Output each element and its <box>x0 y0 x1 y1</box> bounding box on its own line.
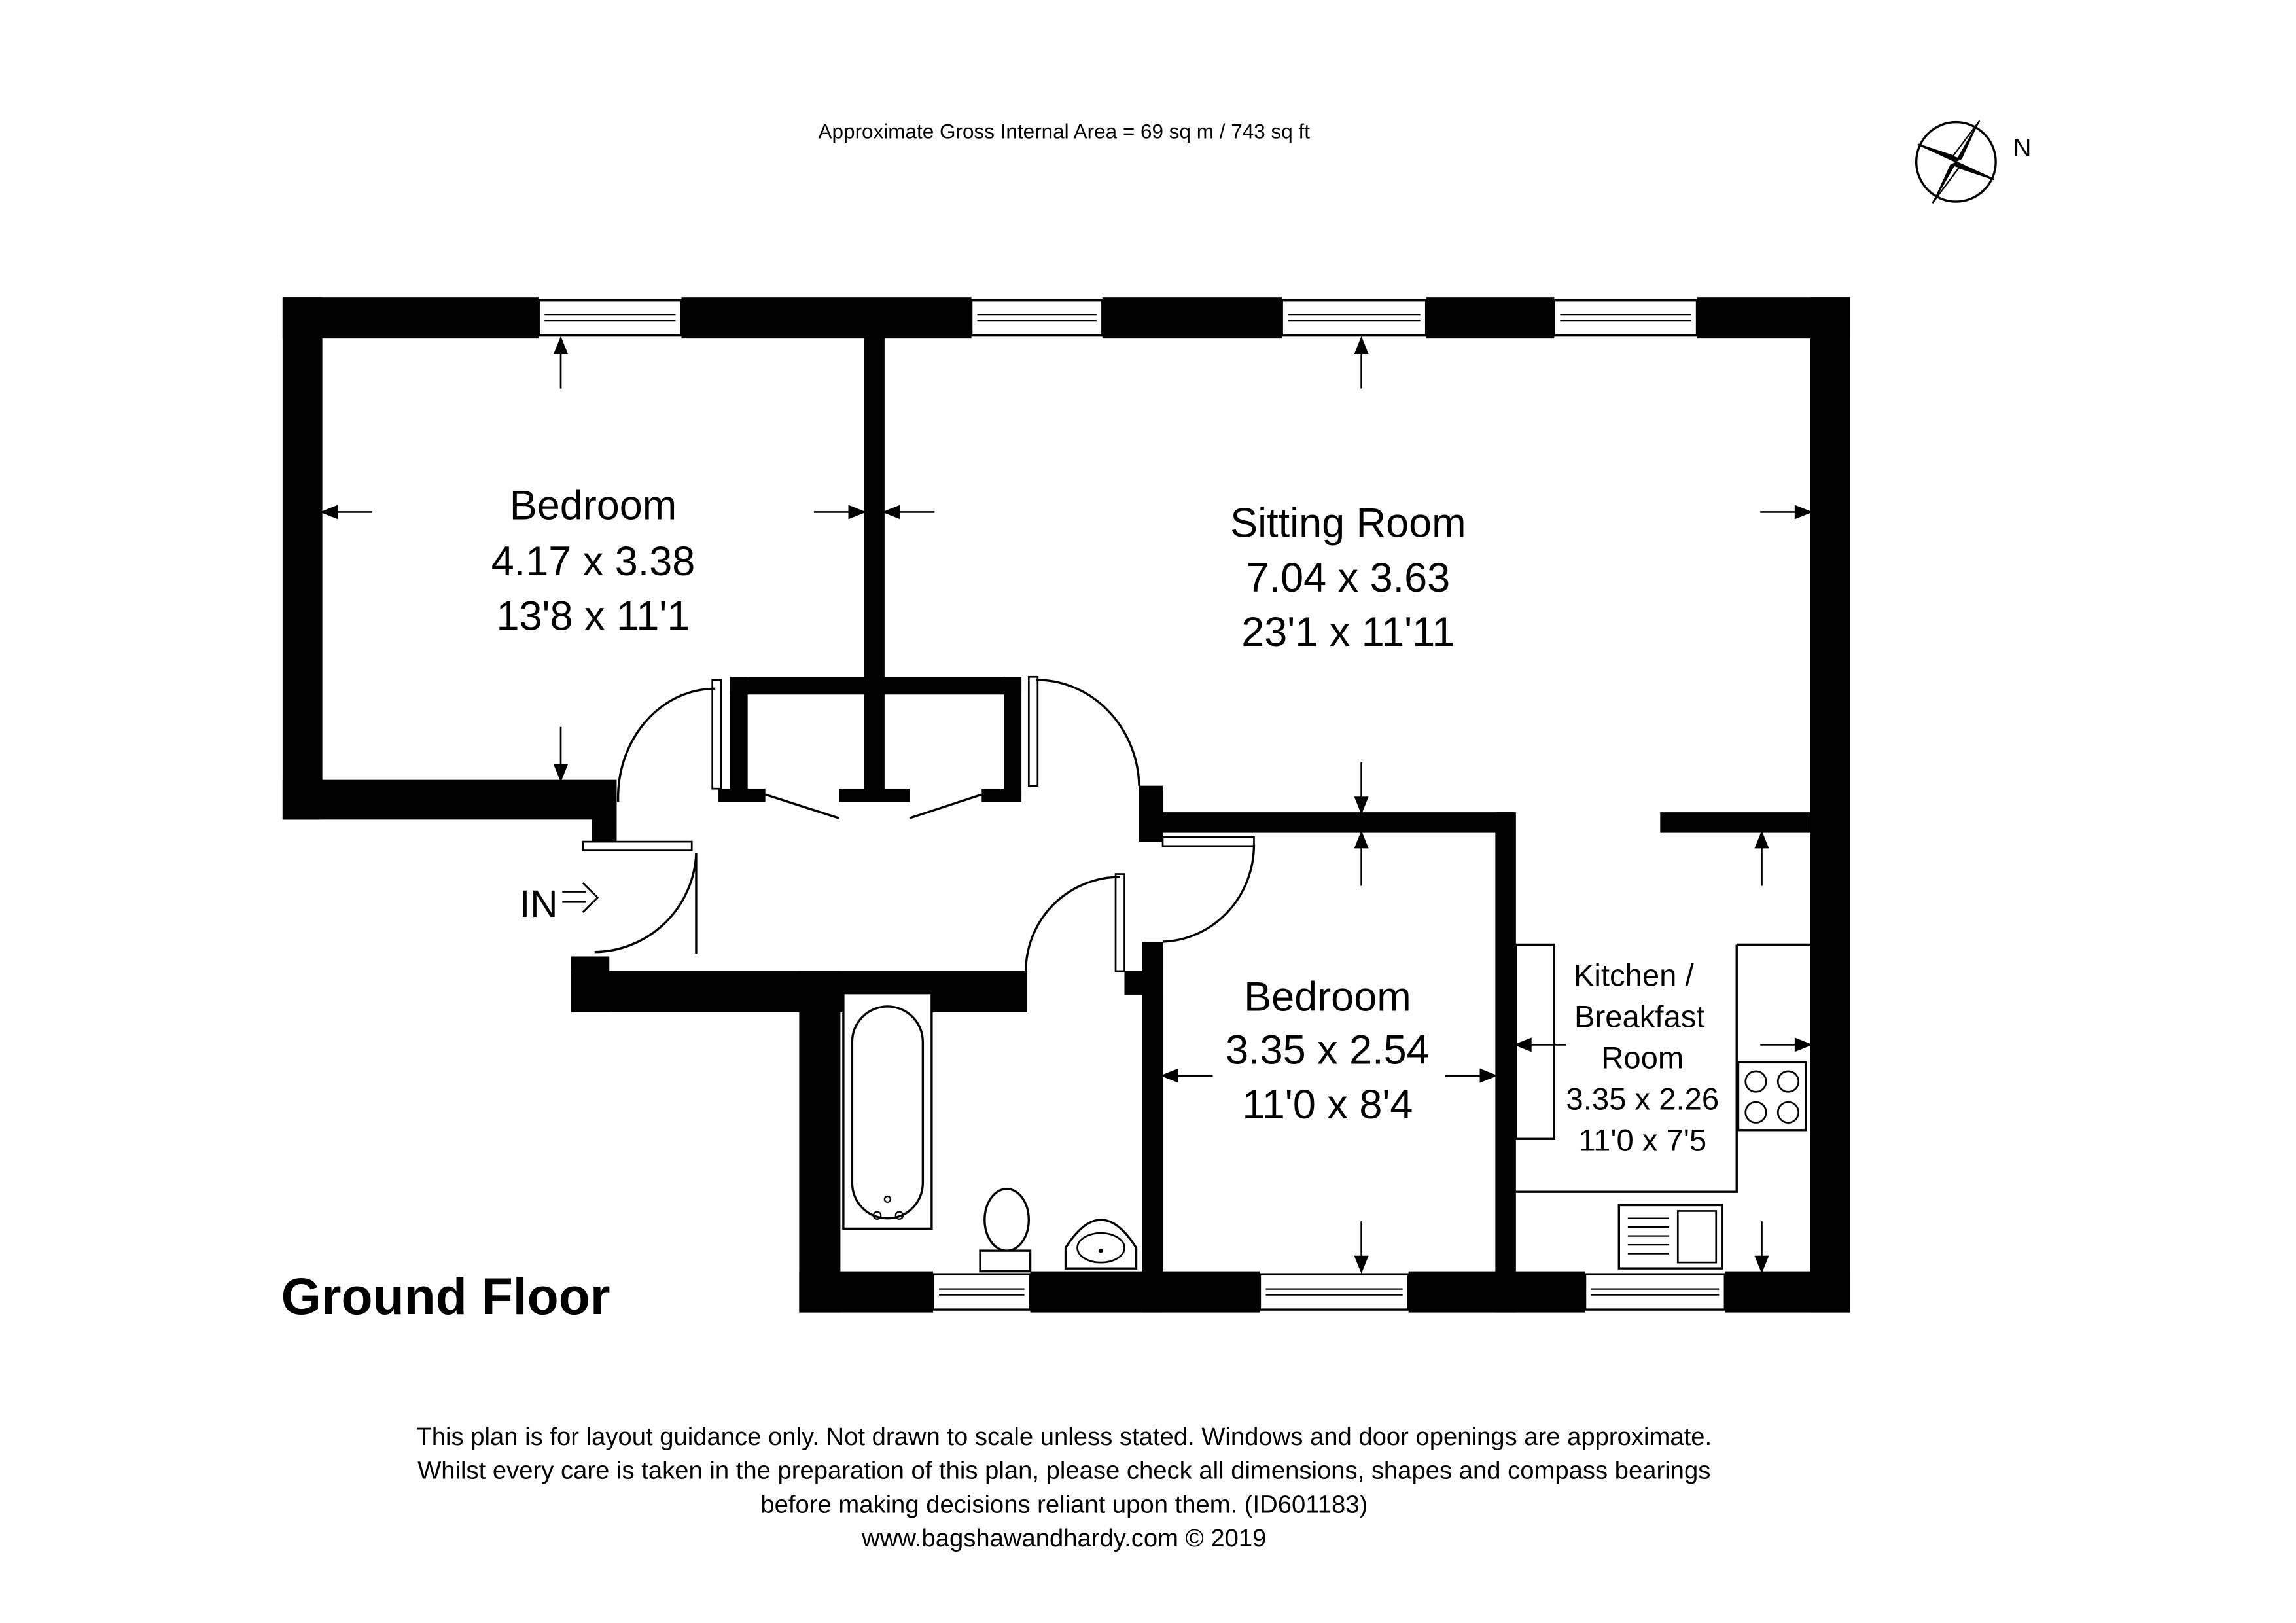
disclaimer-line-1: This plan is for layout guidance only. Not drawn to scale unless stated. Windows and door openings are approximate. <box>416 1422 1712 1451</box>
compass-rose-icon <box>1916 120 1996 203</box>
disclaimer <box>416 1423 1712 1552</box>
room-imperial: 23'1 x 11'11 <box>1241 609 1455 656</box>
floor-label: Ground Floor <box>281 1267 610 1325</box>
room-bedroom-1 <box>491 483 696 639</box>
room-bedroom-2 <box>1226 974 1430 1128</box>
disclaimer-line-2: Whilst every care is taken in the preparation of this plan, please check all dimensions, shapes and compass bearings <box>417 1456 1711 1485</box>
sink-icon <box>1066 1220 1137 1268</box>
walls <box>283 297 1850 1312</box>
room-metric: 3.35 x 2.54 <box>1226 1027 1430 1073</box>
entrance-label: IN <box>520 882 558 925</box>
area-header: Approximate Gross Internal Area = 69 sq m / 743 sq ft <box>818 120 1310 143</box>
bathtub-icon <box>843 993 932 1229</box>
room-imperial: 13'8 x 11'1 <box>496 593 690 639</box>
disclaimer-line-3: before making decisions reliant upon them. (ID601183) <box>760 1490 1368 1519</box>
kitchen-sink-icon <box>1619 1205 1722 1268</box>
room-name-line3: Room <box>1601 1041 1684 1076</box>
hob-icon <box>1738 1062 1805 1130</box>
room-name: Sitting Room <box>1230 500 1466 546</box>
compass-north-label: N <box>2013 134 2032 162</box>
room-imperial: 11'0 x 8'4 <box>1242 1081 1413 1128</box>
website-copyright[interactable]: www.bagshawandhardy.com © 2019 <box>862 1524 1267 1553</box>
toilet-icon <box>980 1189 1030 1272</box>
room-sitting-room <box>1230 501 1466 655</box>
room-name: Bedroom <box>1244 974 1411 1020</box>
windows <box>539 300 1725 1310</box>
room-name: Bedroom <box>509 482 677 529</box>
room-kitchen <box>1566 958 1719 1158</box>
room-name-line1: Kitchen / <box>1573 958 1694 993</box>
entrance-arrow-icon <box>562 883 597 912</box>
room-metric: 4.17 x 3.38 <box>491 539 696 585</box>
room-metric: 3.35 x 2.26 <box>1566 1082 1720 1117</box>
room-metric: 7.04 x 3.63 <box>1246 554 1451 601</box>
room-imperial: 11'0 x 7'5 <box>1578 1123 1707 1158</box>
room-name-line2: Breakfast <box>1574 999 1705 1035</box>
